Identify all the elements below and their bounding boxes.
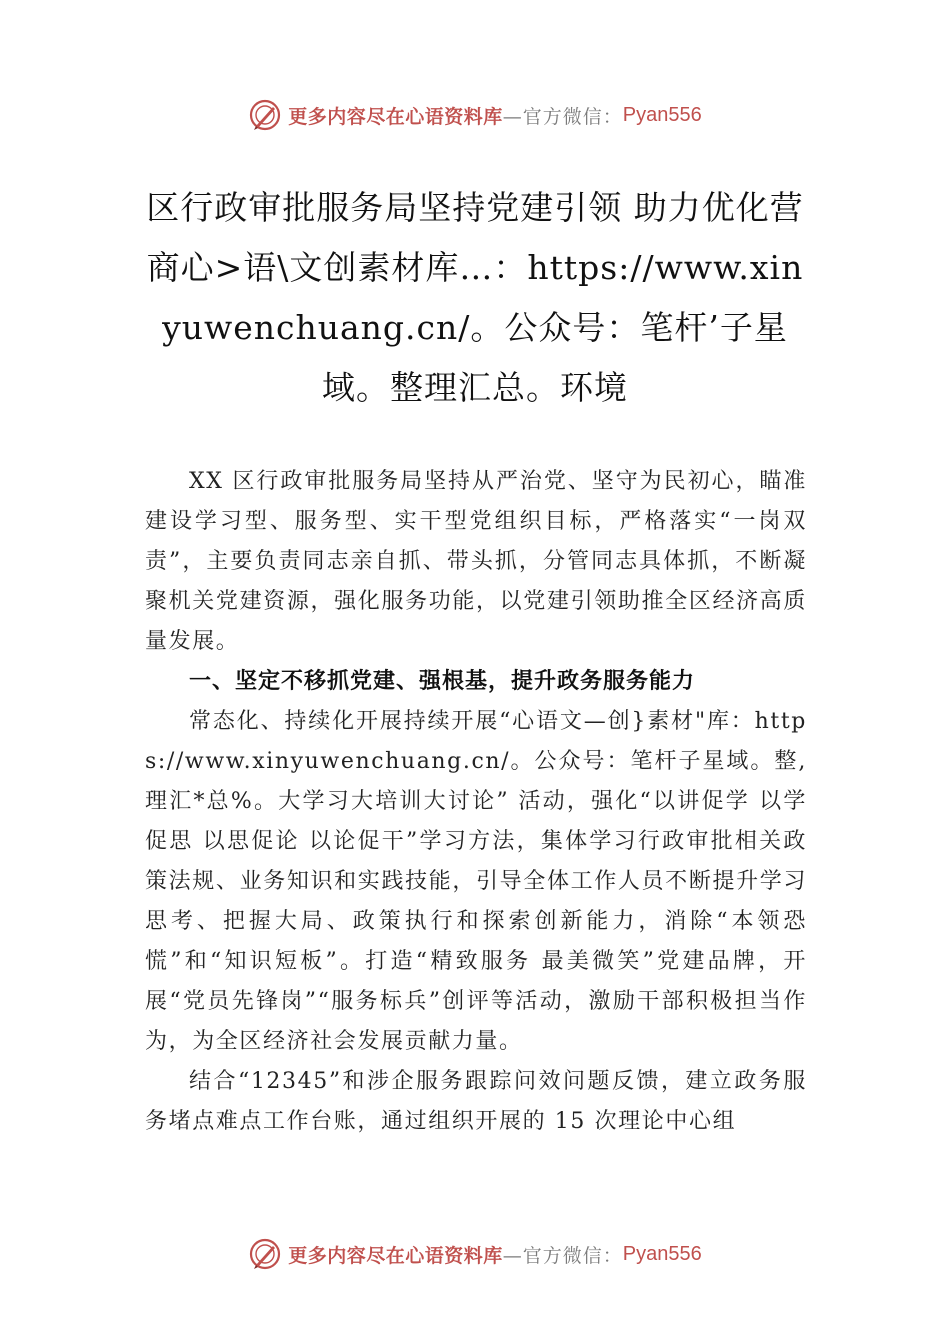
section-heading-1: 一、坚定不移抓党建、强根基，提升政务服务能力 xyxy=(189,669,696,694)
pen-logo-icon xyxy=(248,1237,282,1271)
watermark-wechat-id: Pyan556 xyxy=(622,103,702,126)
paragraph-intro: XX 区行政审批服务局坚持从严治党、坚守为民初心，瞄准建设学习型、服务型、实干型党组织目标，严格落实“一岗双责”，主要负责同志亲自抓、带头抓，分管同志具体抓，不断凝聚机关党建资源，强化服务功能，以党建引领助推全区经济高质量发展。 xyxy=(145,469,807,654)
watermark-sub-text: —官方微信： xyxy=(502,1244,623,1267)
footer-watermark xyxy=(0,1232,950,1276)
paragraph-12345: 结合“12345”和涉企服务跟踪问效问题反馈，建立政务服务堵点难点工作台账，通过组织开展的 15 次理论中心组 xyxy=(145,1069,807,1134)
paragraph-study: 常态化、持续化开展持续开展“心语文—创}素材"库：https://www.xinyuwenchuang.cn/。公众号：笔杆子星域。整,理汇*总%。大学习大培训大讨论” 活动，强化“以讲促学 以学促思 以思促论 以论促干”学习方法，集体学习行政审批相关政策法规、业务知识和实践技能，引导全体工作人员不断提升学习思考、把握大局、政策执行和探索创新能力，消除“本领恐慌”和“知识短板”。打造“精致服务 最美微笑”党建品牌，开展“党员先锋岗”“服务标兵”创评等活动，激励干部积极担当作为，为全区经济社会发展贡献力量。 xyxy=(145,709,807,1054)
watermark-wechat-id: Pyan556 xyxy=(622,1242,702,1265)
header-watermark xyxy=(0,93,950,137)
document-title: 区行政审批服务局坚持党建引领 助力优化营商心>语\文创素材库…：https://www.xinyuwenchuang.cn/。公众号：笔杆’子星域。整理汇总。环境 xyxy=(146,188,804,407)
pen-logo-icon xyxy=(248,98,282,132)
watermark-main-text: 更多内容尽在心语资料库 xyxy=(288,105,503,128)
watermark-sub-text: —官方微信： xyxy=(502,105,623,128)
document-body xyxy=(145,462,807,1142)
watermark-main-text: 更多内容尽在心语资料库 xyxy=(288,1244,503,1267)
